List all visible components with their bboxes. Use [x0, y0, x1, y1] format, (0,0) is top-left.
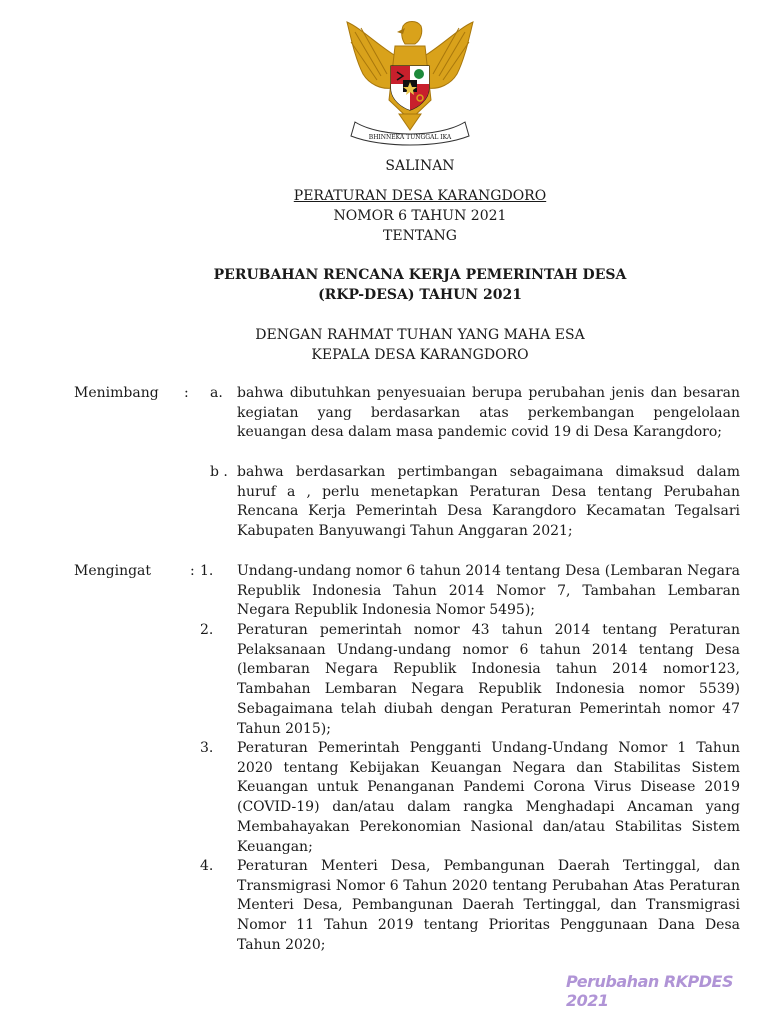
menimbang-item-a: bahwa dibutuhkan penyesuaian berupa perubahan jenis dan besaran kegiatan yang berdasarkan atas perkembangan pengelolaan keuangan desa dalam masa pandemic covid 19 di Desa Karangdoro;: [237, 385, 740, 441]
title-line-1: PERUBAHAN RENCANA KERJA PEMERINTAH DESA: [213, 267, 627, 283]
village-head-line: KEPALA DESA KARANGDORO: [311, 347, 529, 363]
mengingat-item-3: Peraturan Pemerintah Pengganti Undang-Undang Nomor 1 Tahun 2020 tentang Kebijakan Keuangan Negara dan Stabilitas Sistem Keuangan untuk Penanganan Pandemi Corona Virus Disease 2019 (COVID-19) dan/atau dalam rangka Menghadapi Ancaman yang Membahayakan Perekonomian Nasional dan/atau Stabilitas Sistem Keuangan;: [237, 740, 740, 855]
mengingat-marker-1: 1.: [200, 563, 214, 579]
mengingat-item-1: Undang-undang nomor 6 tahun 2014 tentang Desa (Lembaran Negara Republik Indonesia Tahun 2014 Nomor 7, Tambahan Lembaran Negara Republik Indonesia Nomor 5495);: [237, 563, 740, 619]
menimbang-marker-b: b .: [210, 464, 228, 480]
menimbang-marker-a: a.: [210, 385, 223, 401]
mengingat-marker-2: 2.: [200, 622, 214, 638]
mengingat-label: Mengingat: [74, 563, 152, 579]
emblem-motto: BHINNEKA TUNGGAL IKA: [368, 134, 452, 141]
tentang-label: TENTANG: [383, 228, 457, 244]
regulation-heading: PERATURAN DESA KARANGDORO: [293, 188, 547, 204]
footer-watermark: Perubahan RKPDES 2021: [566, 972, 734, 1010]
garuda-pancasila-emblem: [341, 18, 479, 150]
mengingat-item-2: Peraturan pemerintah nomor 43 tahun 2014 tentang Peraturan Pelaksanaan Undang-undang nomor 6 tahun 2014 tentang Desa (lembaran Negara Republik Indonesia tahun 2014 nomor123, Tambahan Lembaran Negara Republik Indonesia nomor 5539) Sebagaimana telah diubah dengan Peraturan Pemerintah nomor 47 Tahun 2015);: [237, 622, 740, 737]
mengingat-item-4: Peraturan Menteri Desa, Pembangunan Daerah Tertinggal, dan Transmigrasi Nomor 6 Tahun 2020 tentang Perubahan Atas Peraturan Menteri Desa, Pembangunan Daerah Tertinggal, dan Transmigrasi Nomor 11 Tahun 2019 tentang Prioritas Penggunaan Dana Desa Tahun 2020;: [237, 858, 740, 953]
mengingat-colon: :: [190, 563, 195, 579]
regulation-number: NOMOR 6 TAHUN 2021: [333, 208, 507, 224]
title-line-2: (RKP-DESA) TAHUN 2021: [318, 287, 522, 303]
mengingat-marker-3: 3.: [200, 740, 214, 756]
mengingat-marker-4: 4.: [200, 858, 214, 874]
menimbang-item-b: bahwa berdasarkan pertimbangan sebagaimana dimaksud dalam huruf a , perlu menetapkan Peraturan Desa tentang Perubahan Rencana Kerja Pemerintah Desa Karangdoro Kecamatan Tegalsari Kabupaten Banyuwangi Tahun Anggaran 2021;: [237, 464, 740, 540]
salinan-label: SALINAN: [385, 158, 455, 174]
menimbang-label: Menimbang: [74, 385, 159, 401]
menimbang-colon: :: [184, 385, 189, 401]
blessing-line: DENGAN RAHMAT TUHAN YANG MAHA ESA: [255, 327, 585, 343]
